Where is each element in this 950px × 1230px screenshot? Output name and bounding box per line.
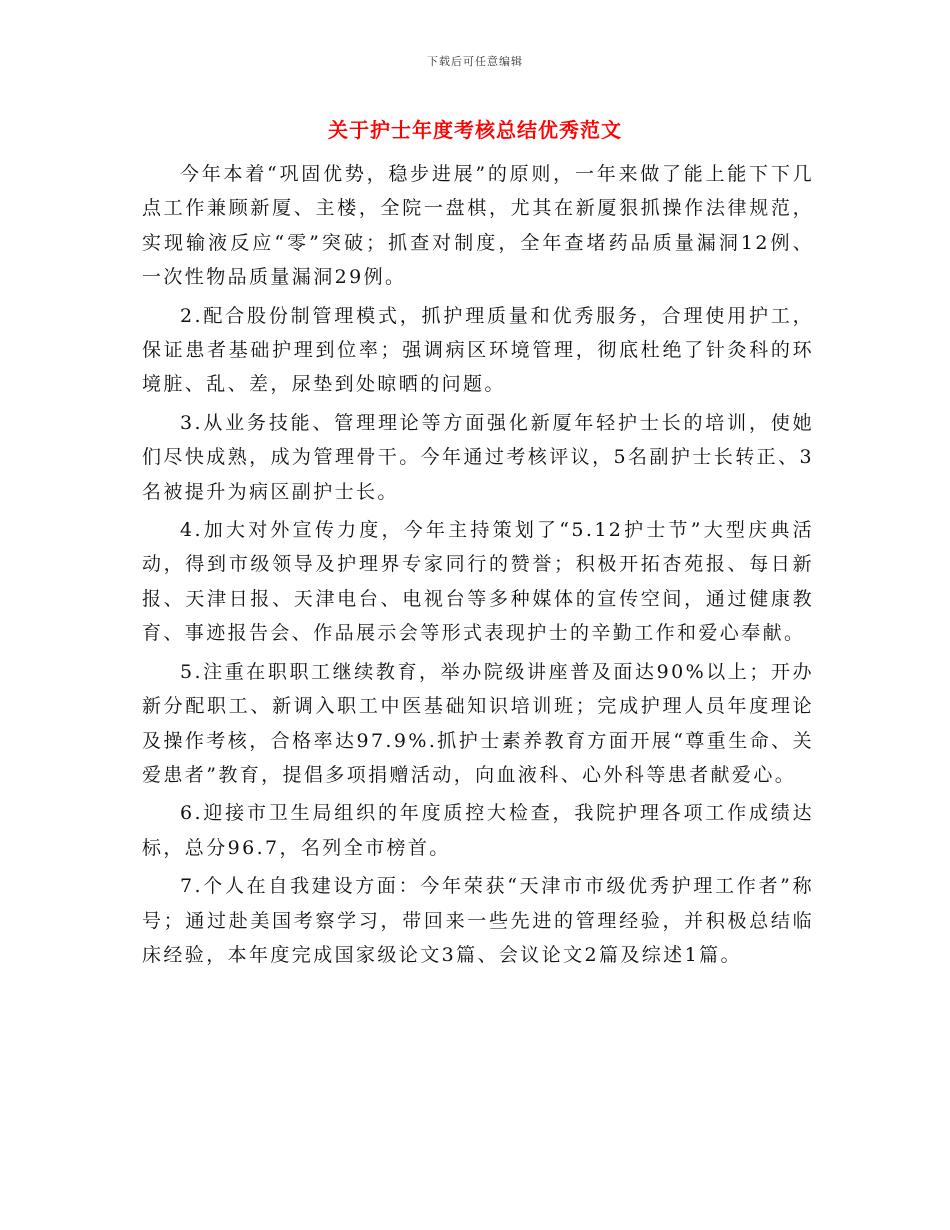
paragraph-3: 3.从业务技能、管理理论等方面强化新厦年轻护士长的培训，使她们尽快成熟，成为管理骨干。今年通过考核评议，5名副护士长转正、3名被提升为病区副护士长。 — [142, 411, 814, 503]
paragraph-4: 4.加大对外宣传力度，今年主持策划了“5.12护士节”大型庆典活动，得到市级领导及护理界专家同行的赞誉；积极开拓杏苑报、每日新报、天津日报、天津电台、电视台等多种媒体的宣传空间，通过健康教育、事迹报告会、作品展示会等形式表现护士的辛勤工作和爱心奉献。 — [142, 519, 814, 645]
paragraph-1: 今年本着“巩固优势，稳步进展”的原则，一年来做了能上能下下几点工作兼顾新厦、主楼，全院一盘棋，尤其在新厦狠抓操作法律规范，实现输液反应“零”突破；抓查对制度，全年查堵药品质量漏洞12例、一次性物品质量漏洞29例。 — [142, 163, 814, 289]
paragraph-7: 7.个人在自我建设方面：今年荣获“天津市市级优秀护理工作者”称号；通过赴美国考察学习，带回来一些先进的管理经验，并积极总结临床经验，本年度完成国家级论文3篇、会议论文2篇及综述1篇。 — [142, 875, 814, 966]
header-note: 下载后可任意编辑 — [427, 55, 523, 68]
paragraph-6: 6.迎接市卫生局组织的年度质控大检查，我院护理各项工作成绩达标，总分96.7，名列全市榜首。 — [142, 802, 814, 859]
document-title: 关于护士年度考核总结优秀范文 — [328, 118, 622, 142]
paragraph-2: 2.配合股份制管理模式，抓护理质量和优秀服务，合理使用护工，保证患者基础护理到位率；强调病区环境管理，彻底杜绝了针灸科的环境脏、乱、差，尿垫到处晾晒的问题。 — [142, 304, 814, 396]
paragraph-5: 5.注重在职职工继续教育，举办院级讲座普及面达90%以上；开办新分配职工、新调入职工中医基础知识培训班；完成护理人员年度理论及操作考核，合格率达97.9%.抓护士素养教育方面开展“尊重生命、关爱患者”教育，提倡多项捐赠活动，向血液科、心外科等患者献爱心。 — [142, 660, 814, 786]
document-body — [142, 157, 814, 976]
